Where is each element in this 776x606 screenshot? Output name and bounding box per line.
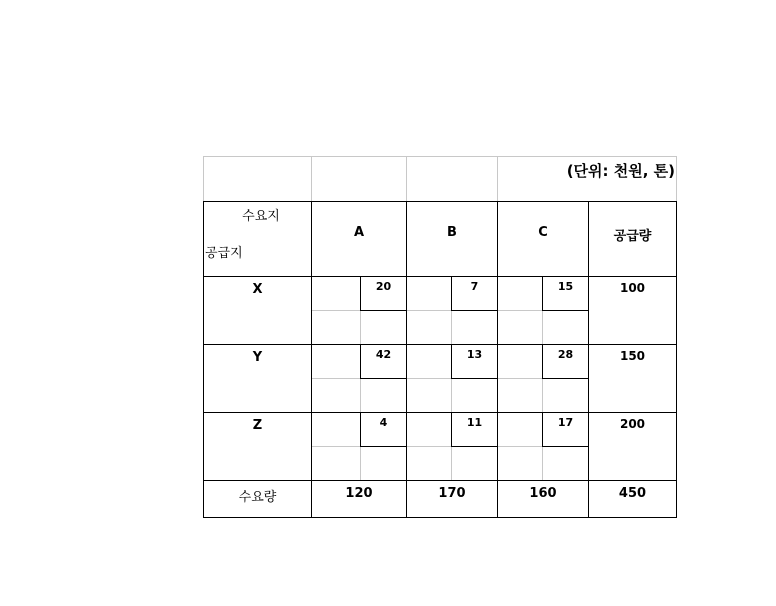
source-label-x: X bbox=[252, 282, 263, 297]
cost-z-a: 4 bbox=[379, 416, 388, 429]
destination-header-c: C bbox=[538, 225, 548, 240]
cost-x-b: 7 bbox=[470, 280, 479, 293]
supply-x: 100 bbox=[619, 281, 646, 295]
total-amount: 450 bbox=[618, 486, 647, 501]
supply-z: 200 bbox=[619, 417, 646, 431]
demand-c: 160 bbox=[529, 486, 557, 501]
destination-header-a: A bbox=[353, 225, 365, 240]
demand-label: 수요량 bbox=[238, 490, 277, 505]
cost-z-b: 11 bbox=[466, 416, 483, 429]
source-label-z: Z bbox=[252, 418, 263, 433]
cost-y-c: 28 bbox=[557, 348, 574, 361]
source-label-y: Y bbox=[252, 350, 263, 365]
destination-header-b: B bbox=[447, 225, 457, 240]
demand-a: 120 bbox=[345, 486, 373, 501]
cost-z-c: 17 bbox=[557, 416, 574, 429]
cost-x-a: 20 bbox=[375, 280, 392, 293]
corner-destination-label: 수요지 bbox=[242, 209, 280, 224]
cost-x-c: 15 bbox=[557, 280, 574, 293]
supply-header: 공급량 bbox=[613, 229, 652, 244]
cost-y-a: 42 bbox=[375, 348, 392, 361]
cost-y-b: 13 bbox=[466, 348, 483, 361]
corner-source-label: 공급지 bbox=[205, 246, 243, 261]
unit-note: (단위: 천원, 톤) bbox=[566, 162, 675, 180]
demand-b: 170 bbox=[438, 486, 466, 501]
supply-y: 150 bbox=[619, 349, 646, 363]
